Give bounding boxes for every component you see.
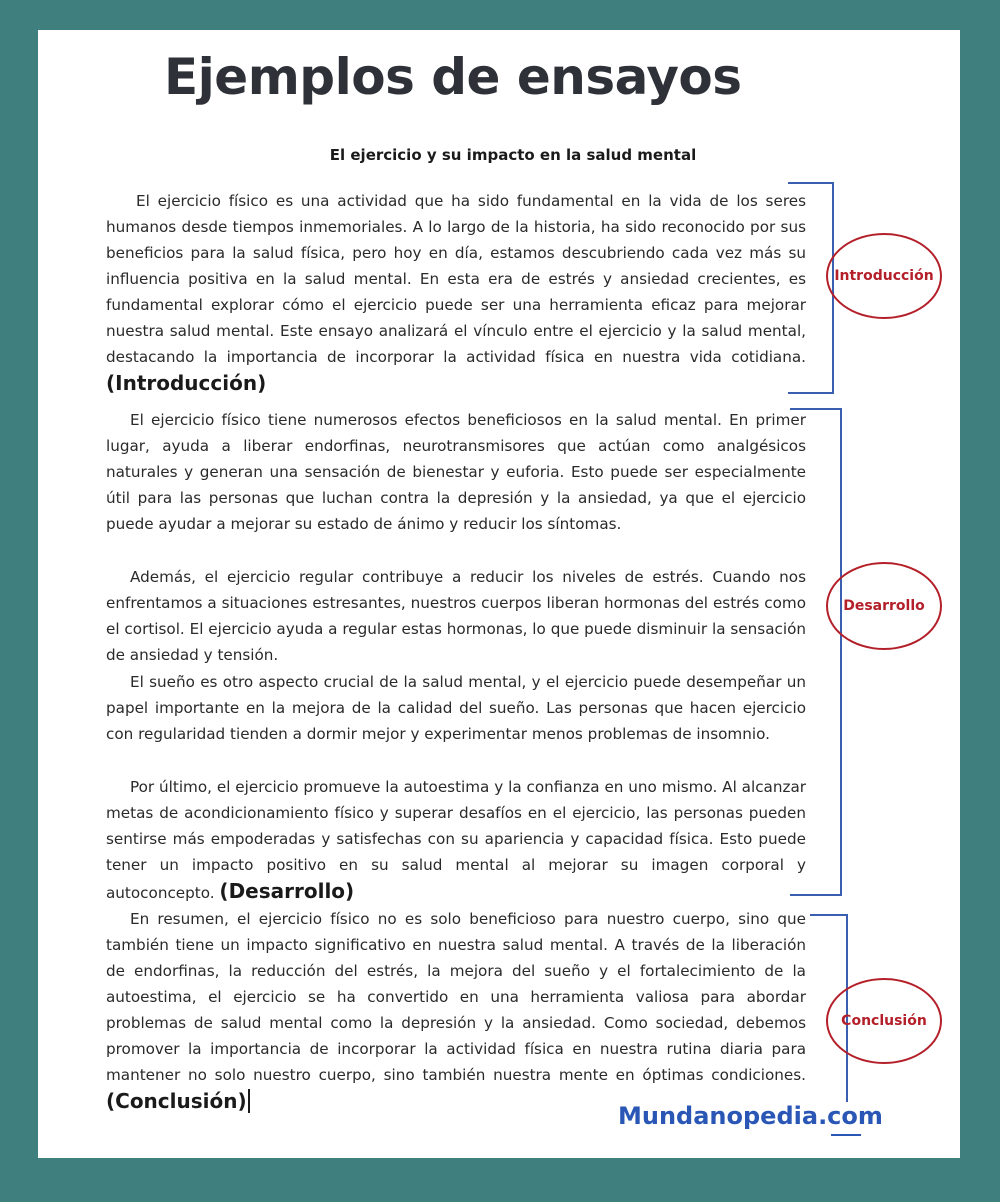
brand-watermark: Mundanopedia.com (618, 1102, 883, 1130)
text-cursor (248, 1089, 250, 1113)
document-page (38, 30, 960, 1158)
paragraph-body-3: El sueño es otro aspecto crucial de la salud mental, y el ejercicio puede desempeñar un papel importante en la mejora de la calidad del sueño. Las personas que hacen ejercicio con regularidad tienden a dormir mejor y experimentar menos problemas de insomnio. (106, 673, 806, 743)
paragraph-text: Por último, el ejercicio promueve la autoestima y la confianza en uno mismo. Al alcanzar metas de acondicionamiento físico y superar desafíos en el ejercicio, las personas pueden sentirse más empoderadas y satisfechas con su apariencia y capacidad física. Esto puede tener un impacto positivo en su salud mental al mejorar su imagen corporal y autoconcepto. (106, 778, 806, 902)
introduction-bracket (788, 182, 834, 394)
conclusion-tag: (Conclusión) (106, 1089, 247, 1113)
development-bracket (790, 408, 842, 896)
essay-title (38, 146, 960, 164)
paragraph-introduction (106, 188, 806, 398)
paragraph-conclusion (106, 906, 806, 1116)
brand-underline (831, 1134, 861, 1136)
paragraph-body-2: Además, el ejercicio regular contribuye a reducir los niveles de estrés. Cuando nos enfrentamos a situaciones estresantes, nuestros cuerpos liberan hormonas del estrés como el cortisol. El ejercicio ayuda a regular estas hormonas, lo que puede disminuir la sensación de ansiedad y tensión. (106, 568, 806, 664)
page-title: Ejemplos de ensayos (164, 48, 742, 106)
development-tag: (Desarrollo) (219, 879, 355, 903)
introduction-tag: (Introducción) (106, 371, 267, 395)
paragraph-body-1: El ejercicio físico tiene numerosos efectos beneficiosos en la salud mental. En primer lugar, ayuda a liberar endorfinas, neurotransmisores que actúan como analgésicos naturales y generan una sensación de bienestar y euforia. Esto puede ser especialmente útil para las personas que luchan contra la depresión y la ansiedad, ya que el ejercicio puede ayudar a mejorar su estado de ánimo y reducir los síntomas. (106, 411, 806, 533)
paragraph-text: El ejercicio físico es una actividad que ha sido fundamental en la vida de los seres humanos desde tiempos inmemoriales. A lo largo de la historia, ha sido reconocido por sus beneficios para la salud física, pero hoy en día, estamos descubriendo cada vez más su influencia positiva en la salud mental. En esta era de estrés y ansiedad crecientes, es fundamental explorar cómo el ejercicio puede ser una herramienta eficaz para mejorar nuestra salud mental. Este ensayo analizará el vínculo entre el ejercicio y la salud mental, destacando la importancia de incorporar la actividad física en nuestra vida cotidiana. (106, 192, 806, 366)
introduction-annotation: Introducción (826, 233, 942, 319)
paragraph-body-4 (106, 774, 806, 906)
essay-title-text: El ejercicio y su impacto en la salud mental (329, 146, 697, 164)
paragraph-text: En resumen, el ejercicio físico no es solo beneficioso para nuestro cuerpo, sino que también tiene un impacto significativo en nuestra salud mental. A través de la liberación de endorfinas, la reducción del estrés, la mejora del sueño y el fortalecimiento de la autoestima, el ejercicio se ha convertido en una herramienta valiosa para abordar problemas de salud mental como la depresión y la ansiedad. Como sociedad, debemos promover la importancia de incorporar la actividad física en nuestra rutina diaria para mantener no solo nuestro cuerpo, sino también nuestra mente en óptimas condiciones. (106, 910, 806, 1084)
development-annotation: Desarrollo (826, 562, 942, 650)
conclusion-annotation: Conclusión (826, 978, 942, 1064)
